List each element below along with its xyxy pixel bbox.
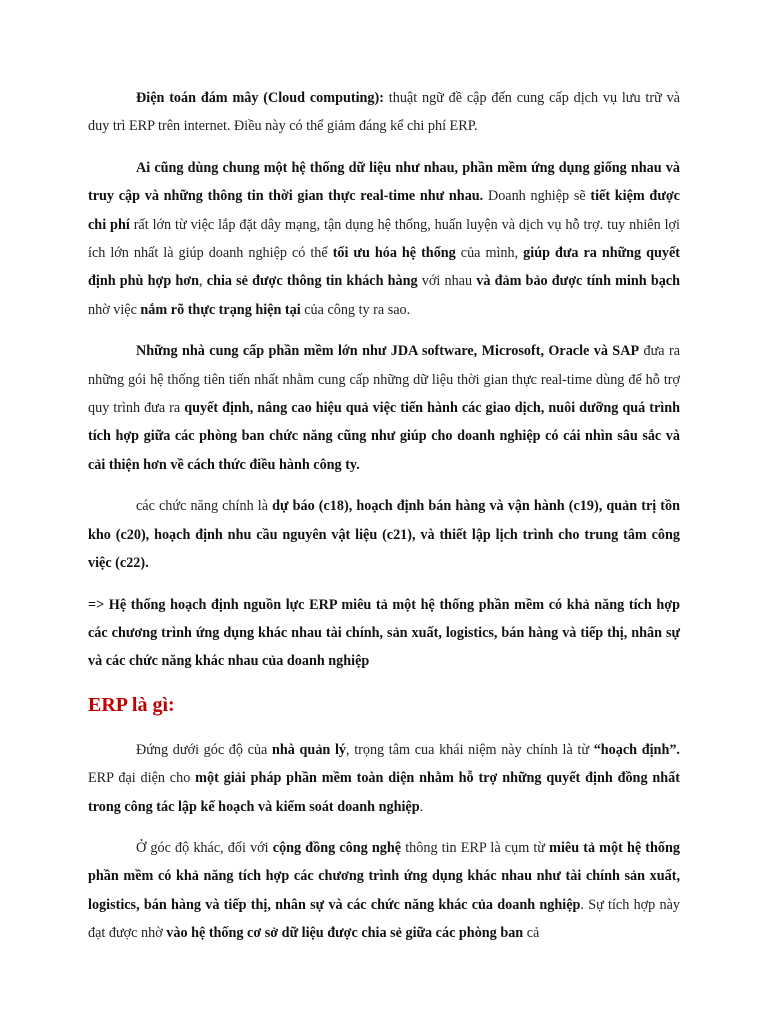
text-run: các chức năng chính là — [136, 498, 273, 515]
bold-text-run: nhà quản lý — [272, 741, 346, 758]
text-run: Doanh nghiệp sẽ — [483, 188, 591, 205]
bold-text-run: => Hệ thống hoạch định nguồn lực ERP miêu tả một hệ thống phần mềm có khả năng tích hợp các chương trình ứng dụng khác nhau tài chính, sản xuất, logistics, bán hàng và tiếp thị, nhân sự và các chức năng khác nhau của doanh nghiệp — [88, 596, 680, 670]
text-run: Đứng dưới góc độ của — [136, 741, 272, 758]
section-heading-erp: ERP là gì: — [88, 693, 175, 716]
paragraph-tech-community-view — [88, 834, 680, 948]
bold-text-run: nắm rõ thực trạng hiện tại — [140, 301, 301, 318]
text-run: của mình, — [455, 245, 524, 262]
paragraph-cloud-computing — [88, 84, 680, 141]
paragraph-manager-view — [88, 736, 680, 821]
text-run: thông tin ERP là cụm từ — [401, 839, 550, 856]
bold-text-run: tiết kiệm được chi phí — [88, 188, 680, 233]
text-run: thuật ngữ đề cập đến cung cấp dịch vụ lưu trữ và duy trì ERP trên internet. Điều này có thể giảm đáng kể chi phí ERP. — [88, 90, 680, 135]
bold-text-run: quyết định, nâng cao hiệu quả việc tiến hành các giao dịch, nuôi dưỡng quá trình tích hợp giữa các phòng ban chức năng cũng như giúp cho doanh nghiệp có cái nhìn sâu sắc và cải thiện hơn về cách thức điều hành công ty. — [88, 400, 680, 473]
bold-text-run: giúp đưa ra những quyết định phù hợp hơn — [88, 245, 680, 290]
bold-text-run: cộng đồng công nghệ — [272, 839, 402, 856]
paragraph-software-vendors — [88, 337, 680, 479]
text-run: Ở góc độ khác, đối với — [136, 839, 273, 856]
bold-text-run: và đảm bảo được tính minh bạch — [476, 273, 680, 290]
bold-text-run: vào hệ thống cơ sở dữ liệu được chia sẻ giữa các phòng ban — [166, 925, 524, 942]
text-run: , — [199, 273, 207, 290]
bold-text-run: tối ưu hóa hệ thống — [332, 245, 456, 262]
paragraph-erp-summary — [88, 591, 680, 676]
document-page — [88, 84, 680, 948]
bold-text-run: chia sẻ được thông tin khách hàng — [206, 273, 418, 290]
bold-text-run: miêu tả một hệ thống phần mềm có khả năng tích hợp các chương trình ứng dụng khác nhau như tài chính sản xuất, logistics, bán hàng và tiếp thị, nhân sự và các chức năng khác của doanh nghiệp — [88, 839, 680, 913]
text-run: của công ty ra sao. — [300, 301, 411, 318]
paragraph-main-functions — [88, 492, 680, 577]
text-run: cả — [523, 925, 540, 942]
bold-text-run: “hoạch định”. — [593, 741, 680, 758]
bold-text-run: Những nhà cung cấp phần mềm lớn như JDA software, Microsoft, Oracle và SAP — [136, 343, 640, 360]
text-run: nhờ việc — [88, 301, 141, 318]
text-run: ERP đại diện cho — [88, 770, 196, 787]
bold-text-run: Điện toán đám mây (Cloud computing): — [136, 90, 384, 106]
text-run: , trọng tâm cua khái niệm này chính là từ — [346, 741, 594, 758]
text-run: . Sự tích hợp này đạt được nhờ — [88, 896, 681, 942]
bold-text-run: một giải pháp phần mềm toàn diện nhằm hỗ trợ những quyết định đồng nhất trong công tác lập kế hoạch và kiểm soát doanh nghiệp — [88, 770, 680, 815]
text-run: đưa ra những gói hệ thống tiên tiến nhất nhằm cung cấp những dữ liệu thời gian thực real-time dùng để hỗ trợ quy trình đưa ra — [88, 343, 681, 417]
bold-text-run: Ai cũng dùng chung một hệ thống dữ liệu như nhau, phần mềm ứng dụng giống nhau và truy cập và những thông tin thời gian thực real-time như nhau. — [88, 159, 680, 205]
paragraph-shared-data — [88, 154, 680, 324]
text-run: với nhau — [417, 273, 477, 290]
text-run: . — [419, 798, 424, 815]
bold-text-run: dự báo (c18), hoạch định bán hàng và vận hành (c19), quản trị tồn kho (c20), hoạch định nhu cầu nguyên vật liệu (c21), và thiết lập lịch trình cho trung tâm công việc (c22). — [88, 498, 680, 572]
text-run: rất lớn từ việc lắp đặt dây mạng, tận dụng hệ thống, huấn luyện và dịch vụ hỗ trợ. tuy nhiên lợi ích lớn nhất là giúp doanh nghiệp có thể — [88, 216, 681, 262]
